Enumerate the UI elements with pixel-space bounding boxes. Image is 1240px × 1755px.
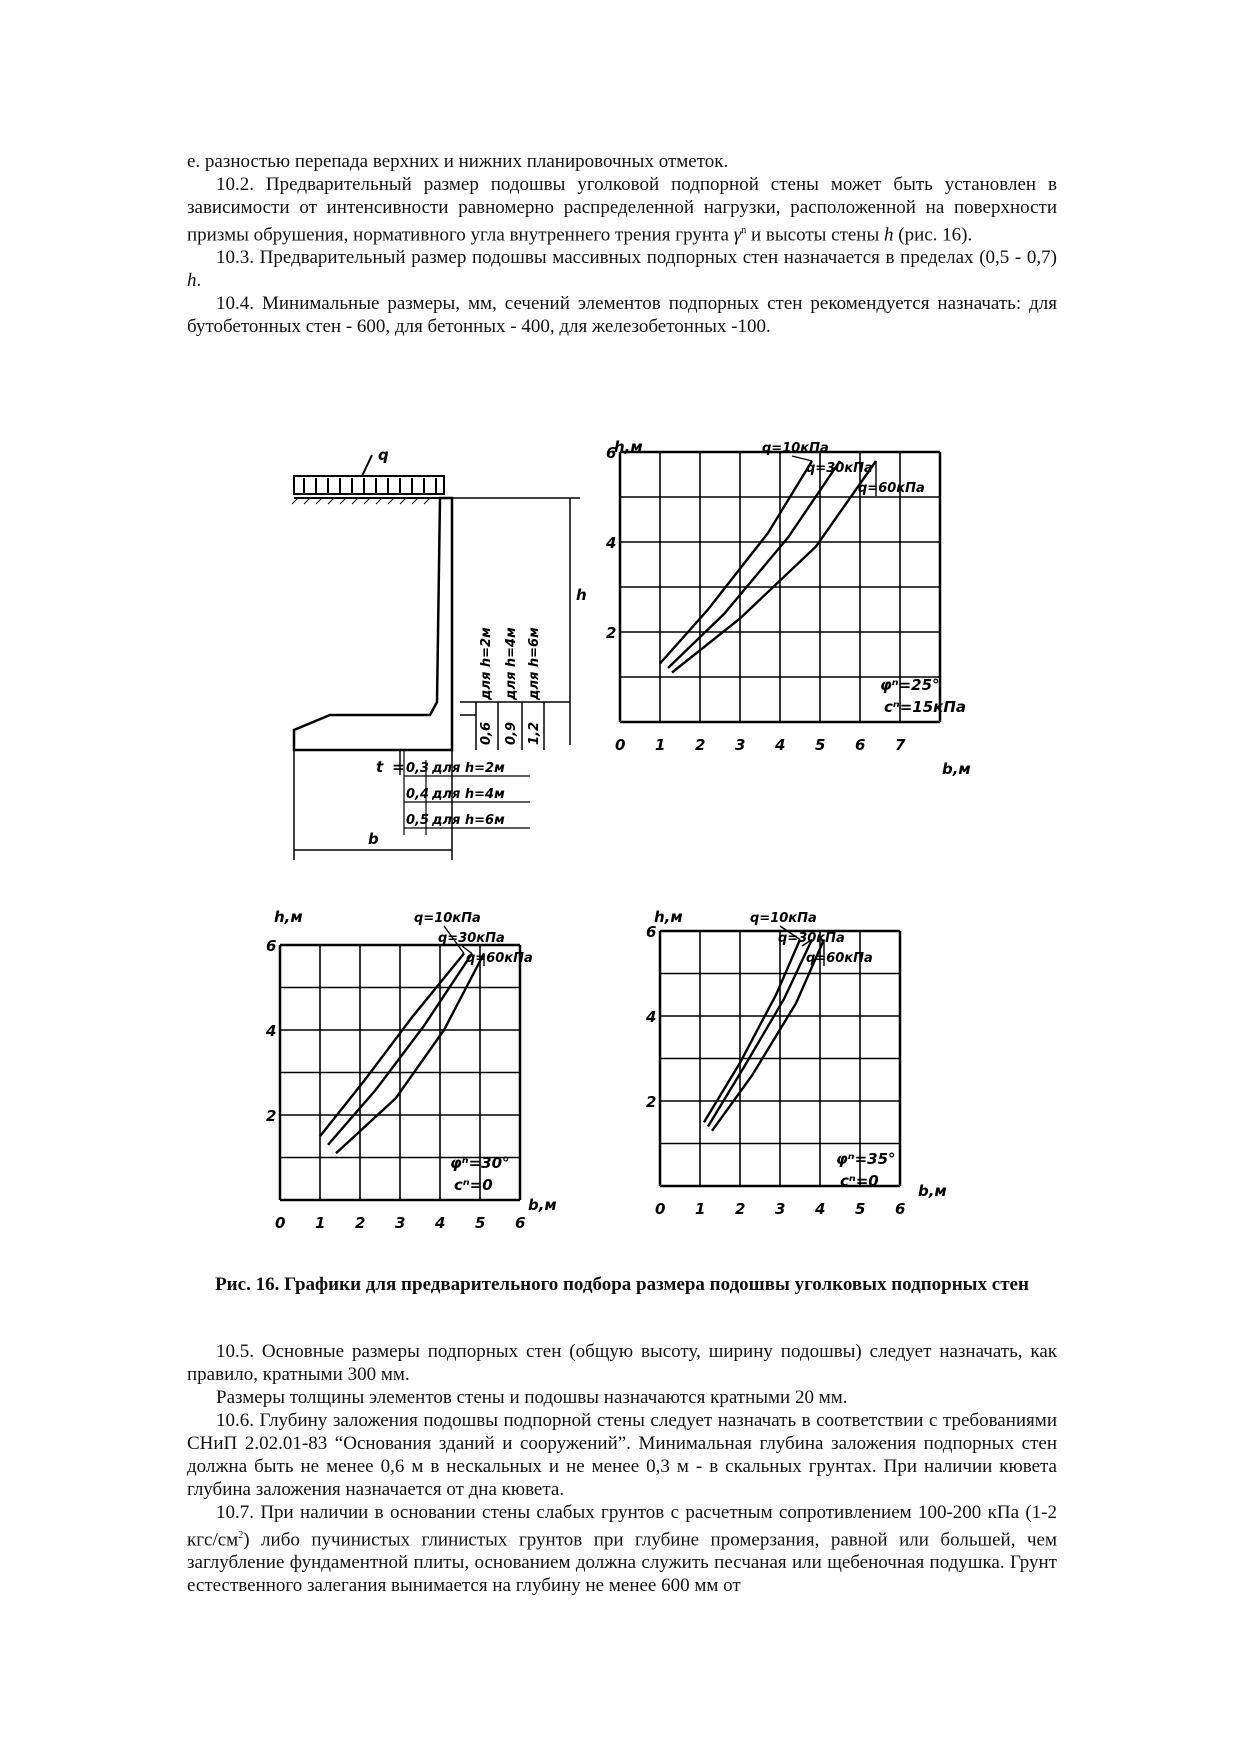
y-axis-label: h,м xyxy=(274,908,303,926)
paragraph-10-7: 10.7. При наличии в основании стены слабых грунтов с расчетным сопротивлением 100-200 кПа (1-2 кгс/$см^2$) либо пучинистых глинистых грунтов при глубине промерзания, равной или большей, чем заглубление фундаментной плиты, основанием должна служить песчаная или щебеночная подушка. Грунт естественного залегания вынимается на глубину не менее 600 мм от xyxy=(187,1502,1057,1597)
paragraph-10-5-continued: Размеры толщины элементов стены и подошвы назначаются кратными 20 мм. xyxy=(216,1387,848,1408)
phi-label: φⁿ=30° xyxy=(450,1154,510,1172)
chart-phi30 xyxy=(260,900,580,1230)
y-tick-label: 4 xyxy=(266,1022,277,1040)
y-tick-label: 4 xyxy=(606,534,617,552)
x-tick-label: 1 xyxy=(695,1200,706,1218)
t-value-2: 0,4 xyxy=(406,787,430,802)
c-label: cⁿ=0 xyxy=(454,1176,493,1194)
wall-outline xyxy=(294,498,452,750)
load-arrows xyxy=(304,478,436,494)
t-desc-2: для h=4м xyxy=(432,787,505,802)
series-label: q=10кПа xyxy=(750,911,817,926)
x-tick-label: 3 xyxy=(735,736,746,754)
x-tick-label: 2 xyxy=(355,1214,366,1230)
series-curve xyxy=(704,940,800,1123)
series-curve xyxy=(668,461,840,668)
x-axis-label: b,м xyxy=(942,760,971,778)
series-label: q=30кПа xyxy=(438,931,505,946)
series-label: q=30кПа xyxy=(778,931,845,946)
series-label: q=10кПа xyxy=(762,441,829,456)
x-axis-label: b,м xyxy=(918,1182,947,1200)
bottom-text-block xyxy=(187,1340,1057,1597)
series-label: q=60кПа xyxy=(806,951,873,966)
y-tick-label: 2 xyxy=(266,1107,277,1125)
depth-value-h4: 0,9 xyxy=(504,721,519,745)
x-tick-label: 6 xyxy=(855,736,866,754)
paragraph-10-4: 10.4. Минимальные размеры, мм, сечений элементов подпорных стен рекомендуется назначать: для бутобетонных стен - 600, для бетонных - 400, для железобетонных -100. xyxy=(187,293,1057,338)
top-text-block xyxy=(187,150,1057,338)
x-tick-label: 6 xyxy=(895,1200,906,1218)
series-curve xyxy=(660,461,812,664)
x-tick-label: 4 xyxy=(435,1214,446,1230)
x-tick-label: 0 xyxy=(275,1214,286,1230)
x-tick-label: 1 xyxy=(315,1214,326,1230)
t-desc-3: для h=6м xyxy=(432,813,505,828)
t-label: t xyxy=(376,758,384,776)
x-tick-label: 0 xyxy=(655,1200,666,1218)
x-tick-label: 1 xyxy=(655,736,666,754)
chart-phi25 xyxy=(600,430,980,780)
x-tick-label: 0 xyxy=(615,736,626,754)
y-tick-label: 6 xyxy=(266,937,277,955)
wall-section-diagram xyxy=(280,440,620,880)
y-axis-label: h,м xyxy=(614,438,643,456)
depth-label-h2: для h=2м xyxy=(479,627,494,700)
x-tick-label: 2 xyxy=(695,736,706,754)
phi-label: φⁿ=35° xyxy=(836,1150,896,1168)
chart-curves xyxy=(320,911,533,1153)
x-tick-label: 7 xyxy=(895,736,906,754)
t-desc-1: для h=2м xyxy=(432,761,505,776)
x-tick-label: 3 xyxy=(395,1214,406,1230)
series-label: q=60кПа xyxy=(466,951,533,966)
svg-text:=: = xyxy=(392,758,405,776)
chart-curves xyxy=(704,911,873,1131)
paragraph-10-6: 10.6. Глубину заложения подошвы подпорной стены следует назначать в соответствии с требованиями СНиП 2.02.01-83 “Основания зданий и сооружений”. Минимальная глубина заложения подпорных стен должна быть не менее 0,6 м в нескальных и не менее 0,3 м - в скальных грунтах. При наличии кювета глубина заложения назначается от дна кювета. xyxy=(187,1410,1057,1500)
q-leader-line xyxy=(362,455,372,476)
y-axis-label: h,м xyxy=(654,908,683,926)
depth-labels xyxy=(479,627,542,745)
y-tick-label: 4 xyxy=(646,1008,657,1026)
t-value-3: 0,5 xyxy=(406,813,430,828)
c-label: cⁿ=15кПа xyxy=(884,698,967,716)
b-dim-label: b xyxy=(368,830,379,848)
series-curve xyxy=(336,954,484,1154)
chart-phi35 xyxy=(640,900,960,1230)
x-tick-label: 5 xyxy=(815,736,826,754)
paragraph-10-2: 10.2. Предварительный размер подошвы уголковой подпорной стены может быть установлен в зависимости от интенсивности равномерно распределенной нагрузки, расположенной на поверхности призмы обрушения, нормативного угла внутреннего трения грунта $\gamma^n$ и высоты стены h (рис. 16). xyxy=(187,174,1057,246)
x-tick-label: 2 xyxy=(735,1200,746,1218)
series-label: q=60кПа xyxy=(858,481,925,496)
series-label: q=30кПа xyxy=(806,461,873,476)
x-tick-label: 5 xyxy=(475,1214,486,1230)
x-tick-label: 5 xyxy=(855,1200,866,1218)
y-tick-label: 6 xyxy=(646,923,657,941)
series-curve xyxy=(672,461,876,673)
y-tick-label: 2 xyxy=(646,1093,657,1111)
series-curve xyxy=(712,940,824,1131)
x-tick-label: 6 xyxy=(515,1214,526,1230)
x-axis-label: b,м xyxy=(528,1196,557,1214)
depth-value-h2: 0,6 xyxy=(479,721,494,745)
paragraph-10-3: 10.3. Предварительный размер подошвы массивных подпорных стен назначается в пределах (0,5 - 0,7) h. xyxy=(187,247,1057,292)
depth-label-h4: для h=4м xyxy=(504,627,519,700)
x-tick-label: 3 xyxy=(775,1200,786,1218)
q-label: q xyxy=(378,446,389,464)
figure-caption: Рис. 16. Графики для предварительного подбора размера подошвы уголковых подпорных стен xyxy=(215,1274,1029,1295)
depth-value-h6: 1,2 xyxy=(527,721,542,745)
series-curve xyxy=(708,940,812,1127)
c-label: cⁿ=0 xyxy=(840,1172,879,1190)
x-tick-label: 4 xyxy=(775,736,786,754)
paragraph-continuation: е. разностью перепада верхних и нижних планировочных отметок. xyxy=(187,151,729,172)
x-tick-label: 4 xyxy=(815,1200,826,1218)
t-value-1: 0,3 xyxy=(406,761,430,776)
y-tick-label: 2 xyxy=(606,624,617,642)
chart-grid xyxy=(660,931,900,1186)
paragraph-10-5: 10.5. Основные размеры подпорных стен (общую высоту, ширину подошвы) следует назначать, как правило, кратными 300 мм. xyxy=(187,1341,1057,1385)
phi-label: φⁿ=25° xyxy=(880,676,940,694)
depth-label-h6: для h=6м xyxy=(527,627,542,700)
h-dim-label: h xyxy=(576,586,587,604)
series-curve xyxy=(320,954,464,1137)
series-label: q=10кПа xyxy=(414,911,481,926)
y-tick-label: 6 xyxy=(606,444,617,462)
